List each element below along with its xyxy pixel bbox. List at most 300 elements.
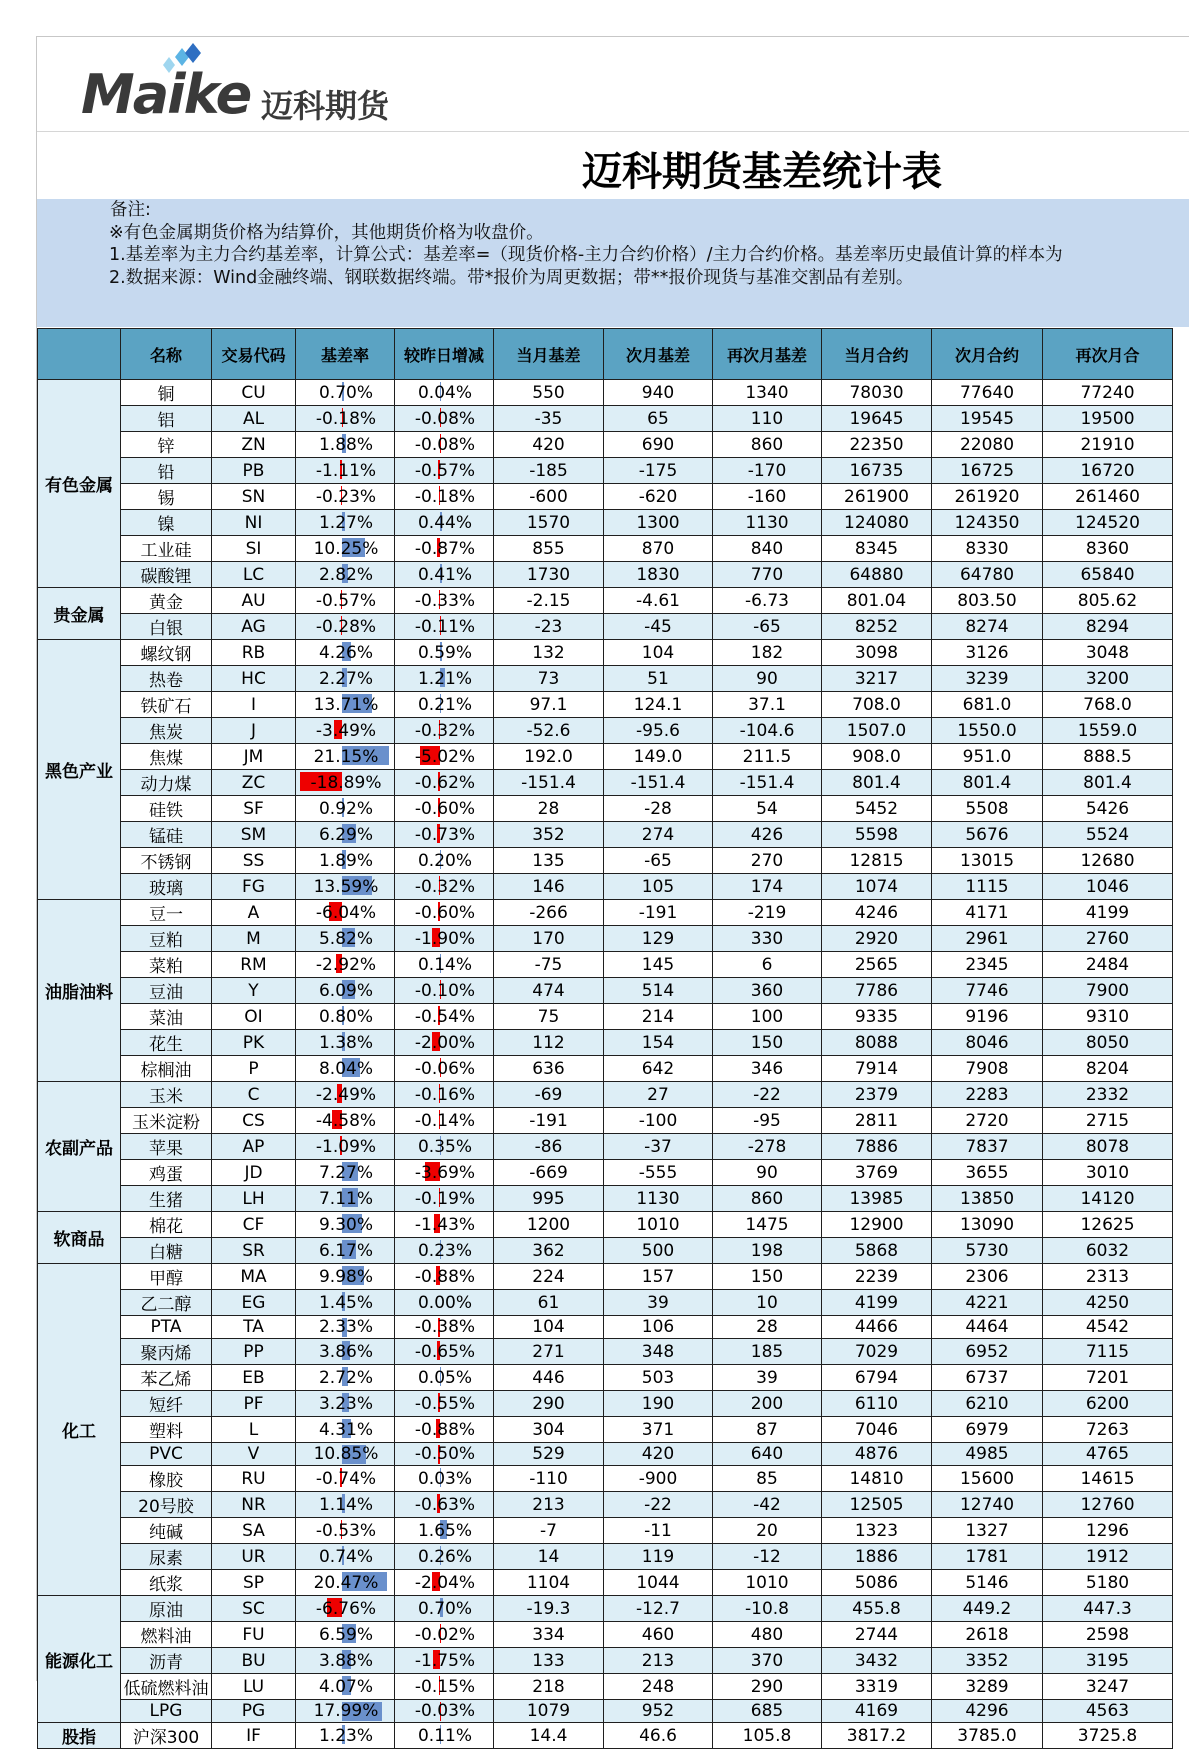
code-cell: M xyxy=(212,926,296,952)
basis-m3-cell: 87 xyxy=(713,1417,822,1443)
basis-rate-cell xyxy=(296,1570,395,1596)
basis-m1-cell: 636 xyxy=(494,1056,604,1082)
basis-m1-cell: -52.6 xyxy=(494,718,604,744)
contract-m2-cell: 8274 xyxy=(932,614,1043,640)
bar-value: -0.03% xyxy=(413,1701,475,1721)
name-cell: 豆油 xyxy=(121,978,212,1004)
contract-m3-cell: 12625 xyxy=(1043,1212,1173,1238)
name-cell: 沪深300 xyxy=(121,1723,212,1749)
basis-rate-cell xyxy=(296,1466,395,1492)
contract-m1-cell: 9335 xyxy=(822,1004,932,1030)
basis-m1-cell: -75 xyxy=(494,952,604,978)
category-cell: 油脂油料 xyxy=(38,900,121,1082)
bar-value: -0.18% xyxy=(314,409,376,429)
name-cell: 菜粕 xyxy=(121,952,212,978)
basis-m2-cell: -175 xyxy=(604,458,713,484)
basis-m1-cell: 474 xyxy=(494,978,604,1004)
code-cell: Y xyxy=(212,978,296,1004)
basis-m1-cell: -2.15 xyxy=(494,588,604,614)
bar-value: 1.38% xyxy=(317,1033,373,1053)
basis-m2-cell: 39 xyxy=(604,1290,713,1316)
contract-m3-cell: 14615 xyxy=(1043,1466,1173,1492)
code-cell: FU xyxy=(212,1622,296,1648)
code-cell: SF xyxy=(212,796,296,822)
code-cell: UR xyxy=(212,1544,296,1570)
contract-m3-cell: 19500 xyxy=(1043,406,1173,432)
header-basis-rate: 基差率 xyxy=(296,329,395,380)
basis-rate-cell xyxy=(296,640,395,666)
bar-value: -3.69% xyxy=(413,1163,475,1183)
basis-rate-cell xyxy=(296,770,395,796)
contract-m2-cell: 7908 xyxy=(932,1056,1043,1082)
bar-value: -0.10% xyxy=(413,981,475,1001)
basis-m1-cell: 550 xyxy=(494,380,604,406)
basis-m2-cell: 119 xyxy=(604,1544,713,1570)
contract-m1-cell: 1886 xyxy=(822,1544,932,1570)
bar-value: -2.00% xyxy=(413,1033,475,1053)
code-cell: PK xyxy=(212,1030,296,1056)
basis-m2-cell: 274 xyxy=(604,822,713,848)
logo-wordmark: Maike xyxy=(81,63,250,126)
bar-value: 1.45% xyxy=(317,1293,373,1313)
basis-m3-cell: 10 xyxy=(713,1290,822,1316)
contract-m2-cell: 803.50 xyxy=(932,588,1043,614)
name-cell: 原油 xyxy=(121,1596,212,1622)
code-cell: MA xyxy=(212,1264,296,1290)
basis-m3-cell: 198 xyxy=(713,1238,822,1264)
contract-m2-cell: 261920 xyxy=(932,484,1043,510)
change-cell xyxy=(395,1108,494,1134)
change-cell xyxy=(395,770,494,796)
bar-value: -2.49% xyxy=(314,1085,376,1105)
basis-m1-cell: 334 xyxy=(494,1622,604,1648)
contract-m2-cell: 951.0 xyxy=(932,744,1043,770)
bar-value: -0.32% xyxy=(413,721,475,741)
basis-rate-cell xyxy=(296,1518,395,1544)
table-row xyxy=(38,822,1173,848)
contract-m3-cell: 4765 xyxy=(1043,1443,1173,1466)
basis-rate-cell xyxy=(296,1622,395,1648)
basis-m2-cell: 1044 xyxy=(604,1570,713,1596)
contract-m3-cell: 7263 xyxy=(1043,1417,1173,1443)
code-cell: AU xyxy=(212,588,296,614)
contract-m2-cell: 2306 xyxy=(932,1264,1043,1290)
contract-m2-cell: 8046 xyxy=(932,1030,1043,1056)
contract-m3-cell: 6200 xyxy=(1043,1391,1173,1417)
basis-m2-cell: 1130 xyxy=(604,1186,713,1212)
basis-m1-cell: -7 xyxy=(494,1518,604,1544)
contract-m3-cell: 5180 xyxy=(1043,1570,1173,1596)
table-row xyxy=(38,1082,1173,1108)
name-cell: 苯乙烯 xyxy=(121,1365,212,1391)
contract-m2-cell: 7746 xyxy=(932,978,1043,1004)
contract-m1-cell: 455.8 xyxy=(822,1596,932,1622)
basis-rate-cell xyxy=(296,1365,395,1391)
change-cell xyxy=(395,588,494,614)
basis-m2-cell: -151.4 xyxy=(604,770,713,796)
basis-rate-cell xyxy=(296,1674,395,1700)
table-row xyxy=(38,1674,1173,1700)
category-cell: 贵金属 xyxy=(38,588,121,640)
bar-value: -1.09% xyxy=(314,1137,376,1157)
contract-m1-cell: 13985 xyxy=(822,1186,932,1212)
bar-value: -1.11% xyxy=(314,461,376,481)
code-cell: FG xyxy=(212,874,296,900)
contract-m2-cell: 2618 xyxy=(932,1622,1043,1648)
contract-m1-cell: 22350 xyxy=(822,432,932,458)
contract-m2-cell: 13015 xyxy=(932,848,1043,874)
bar-value: 0.23% xyxy=(416,1241,472,1261)
code-cell: CS xyxy=(212,1108,296,1134)
contract-m1-cell: 124080 xyxy=(822,510,932,536)
name-cell: PTA xyxy=(121,1316,212,1339)
basis-m1-cell: -600 xyxy=(494,484,604,510)
bar-value: 0.03% xyxy=(416,1469,472,1489)
basis-m2-cell: 248 xyxy=(604,1674,713,1700)
table-row xyxy=(38,1004,1173,1030)
contract-m1-cell: 7029 xyxy=(822,1339,932,1365)
code-cell: RU xyxy=(212,1466,296,1492)
basis-m3-cell: -104.6 xyxy=(713,718,822,744)
code-cell: PF xyxy=(212,1391,296,1417)
basis-m2-cell: 124.1 xyxy=(604,692,713,718)
basis-m2-cell: 1010 xyxy=(604,1212,713,1238)
basis-rate-cell xyxy=(296,432,395,458)
basis-m2-cell: -900 xyxy=(604,1466,713,1492)
name-cell: 铝 xyxy=(121,406,212,432)
basis-rate-cell xyxy=(296,1030,395,1056)
table-row xyxy=(38,458,1173,484)
name-cell: 纸浆 xyxy=(121,1570,212,1596)
basis-rate-cell xyxy=(296,744,395,770)
basis-rate-cell xyxy=(296,1186,395,1212)
contract-m2-cell: 1781 xyxy=(932,1544,1043,1570)
contract-m1-cell: 8088 xyxy=(822,1030,932,1056)
header-change: 较昨日增减 xyxy=(395,329,494,380)
contract-m3-cell: 8294 xyxy=(1043,614,1173,640)
bar-value: -6.76% xyxy=(314,1599,376,1619)
contract-m3-cell: 3725.8 xyxy=(1043,1723,1173,1749)
change-cell xyxy=(395,1544,494,1570)
bar-value: -0.53% xyxy=(314,1521,376,1541)
code-cell: SP xyxy=(212,1570,296,1596)
basis-rate-cell xyxy=(296,562,395,588)
header-contract-m2: 次月合约 xyxy=(932,329,1043,380)
contract-m2-cell: 5730 xyxy=(932,1238,1043,1264)
basis-m2-cell: 460 xyxy=(604,1622,713,1648)
contract-m2-cell: 7837 xyxy=(932,1134,1043,1160)
basis-m3-cell: 770 xyxy=(713,562,822,588)
change-cell xyxy=(395,1030,494,1056)
basis-m1-cell: 420 xyxy=(494,432,604,458)
contract-m1-cell: 2920 xyxy=(822,926,932,952)
contract-m1-cell: 801.04 xyxy=(822,588,932,614)
change-cell xyxy=(395,1723,494,1749)
bar-value: 2.27% xyxy=(317,669,373,689)
contract-m1-cell: 5868 xyxy=(822,1238,932,1264)
basis-m2-cell: 503 xyxy=(604,1365,713,1391)
bar-value: 10.25% xyxy=(312,539,379,559)
basis-rate-cell xyxy=(296,978,395,1004)
bar-value: -0.11% xyxy=(413,617,475,637)
basis-m3-cell: 290 xyxy=(713,1674,822,1700)
basis-m1-cell: 1079 xyxy=(494,1700,604,1723)
contract-m3-cell: 447.3 xyxy=(1043,1596,1173,1622)
basis-m3-cell: -6.73 xyxy=(713,588,822,614)
code-cell: AL xyxy=(212,406,296,432)
change-cell xyxy=(395,1134,494,1160)
basis-m1-cell: 529 xyxy=(494,1443,604,1466)
contract-m2-cell: 1327 xyxy=(932,1518,1043,1544)
contract-m3-cell: 7900 xyxy=(1043,978,1173,1004)
bar-value: -1.43% xyxy=(413,1215,475,1235)
name-cell: 豆粕 xyxy=(121,926,212,952)
contract-m3-cell: 65840 xyxy=(1043,562,1173,588)
bar-value: 5.82% xyxy=(317,929,373,949)
basis-m1-cell: -23 xyxy=(494,614,604,640)
bar-value: -0.60% xyxy=(413,799,475,819)
basis-m3-cell: 39 xyxy=(713,1365,822,1391)
basis-m2-cell: 952 xyxy=(604,1700,713,1723)
category-cell: 软商品 xyxy=(38,1212,121,1264)
bar-value: 0.05% xyxy=(416,1368,472,1388)
code-cell: SI xyxy=(212,536,296,562)
basis-m3-cell: 860 xyxy=(713,1186,822,1212)
contract-m1-cell: 1507.0 xyxy=(822,718,932,744)
contract-m3-cell: 2760 xyxy=(1043,926,1173,952)
basis-rate-cell xyxy=(296,484,395,510)
contract-m1-cell: 4876 xyxy=(822,1443,932,1466)
basis-rate-cell xyxy=(296,796,395,822)
name-cell: 碳酸锂 xyxy=(121,562,212,588)
table-row xyxy=(38,640,1173,666)
basis-m2-cell: 514 xyxy=(604,978,713,1004)
contract-m3-cell: 888.5 xyxy=(1043,744,1173,770)
basis-m3-cell: 1475 xyxy=(713,1212,822,1238)
basis-m3-cell: 182 xyxy=(713,640,822,666)
basis-rate-cell xyxy=(296,1212,395,1238)
basis-m1-cell: -266 xyxy=(494,900,604,926)
basis-m1-cell: 73 xyxy=(494,666,604,692)
bar-value: -0.63% xyxy=(413,1495,475,1515)
contract-m2-cell: 6952 xyxy=(932,1339,1043,1365)
bar-value: 0.14% xyxy=(416,955,472,975)
basis-rate-cell xyxy=(296,458,395,484)
name-cell: 不锈钢 xyxy=(121,848,212,874)
basis-m2-cell: 420 xyxy=(604,1443,713,1466)
bar-value: -0.57% xyxy=(314,591,376,611)
bar-value: -0.57% xyxy=(413,461,475,481)
basis-rate-cell xyxy=(296,1648,395,1674)
code-cell: SC xyxy=(212,1596,296,1622)
table-row xyxy=(38,926,1173,952)
basis-rate-cell xyxy=(296,1723,395,1749)
bar-value: 0.44% xyxy=(416,513,472,533)
basis-m2-cell: 940 xyxy=(604,380,713,406)
table-row xyxy=(38,796,1173,822)
contract-m2-cell: 6210 xyxy=(932,1391,1043,1417)
basis-m3-cell: 20 xyxy=(713,1518,822,1544)
contract-m2-cell: 3352 xyxy=(932,1648,1043,1674)
change-cell xyxy=(395,1212,494,1238)
code-cell: P xyxy=(212,1056,296,1082)
basis-m2-cell: 27 xyxy=(604,1082,713,1108)
basis-rate-cell xyxy=(296,1544,395,1570)
bar-value: 0.70% xyxy=(317,383,373,403)
basis-m1-cell: 1570 xyxy=(494,510,604,536)
category-cell: 化工 xyxy=(38,1264,121,1596)
basis-m1-cell: 304 xyxy=(494,1417,604,1443)
contract-m1-cell: 3432 xyxy=(822,1648,932,1674)
contract-m1-cell: 12900 xyxy=(822,1212,932,1238)
contract-m2-cell: 3785.0 xyxy=(932,1723,1043,1749)
basis-m2-cell: 145 xyxy=(604,952,713,978)
contract-m3-cell: 5426 xyxy=(1043,796,1173,822)
basis-m2-cell: 1300 xyxy=(604,510,713,536)
table-row xyxy=(38,1443,1173,1466)
contract-m1-cell: 8345 xyxy=(822,536,932,562)
header-name: 名称 xyxy=(121,329,212,380)
name-cell: 苹果 xyxy=(121,1134,212,1160)
contract-m3-cell: 3247 xyxy=(1043,1674,1173,1700)
table-header-row xyxy=(38,329,1173,380)
change-cell xyxy=(395,822,494,848)
contract-m2-cell: 16725 xyxy=(932,458,1043,484)
basis-m2-cell: -45 xyxy=(604,614,713,640)
change-cell xyxy=(395,1391,494,1417)
bar-value: -0.87% xyxy=(413,539,475,559)
name-cell: 棕榈油 xyxy=(121,1056,212,1082)
code-cell: PB xyxy=(212,458,296,484)
contract-m1-cell: 708.0 xyxy=(822,692,932,718)
basis-m1-cell: -86 xyxy=(494,1134,604,1160)
basis-m1-cell: 352 xyxy=(494,822,604,848)
code-cell: PP xyxy=(212,1339,296,1365)
bar-value: -0.54% xyxy=(413,1007,475,1027)
contract-m2-cell: 6979 xyxy=(932,1417,1043,1443)
basis-m3-cell: 370 xyxy=(713,1648,822,1674)
category-cell: 股指 xyxy=(38,1723,121,1749)
name-cell: 铜 xyxy=(121,380,212,406)
contract-m1-cell: 6110 xyxy=(822,1391,932,1417)
change-cell xyxy=(395,1648,494,1674)
basis-m2-cell: 104 xyxy=(604,640,713,666)
code-cell: EG xyxy=(212,1290,296,1316)
bar-value: -0.88% xyxy=(413,1267,475,1287)
basis-m1-cell: 224 xyxy=(494,1264,604,1290)
name-cell: 燃料油 xyxy=(121,1622,212,1648)
logo-company-name: 迈科期货 xyxy=(261,81,389,127)
basis-rate-cell xyxy=(296,1316,395,1339)
basis-rate-cell xyxy=(296,1108,395,1134)
basis-rate-cell xyxy=(296,1391,395,1417)
contract-m2-cell: 4296 xyxy=(932,1700,1043,1723)
bar-value: 13.71% xyxy=(312,695,379,715)
contract-m1-cell: 5086 xyxy=(822,1570,932,1596)
header-contract-m1: 当月合约 xyxy=(822,329,932,380)
code-cell: A xyxy=(212,900,296,926)
bar-value: 21.15% xyxy=(312,747,379,767)
contract-m2-cell: 4221 xyxy=(932,1290,1043,1316)
contract-m1-cell: 16735 xyxy=(822,458,932,484)
bar-value: -0.08% xyxy=(413,409,475,429)
table-row xyxy=(38,1365,1173,1391)
bar-value: -0.23% xyxy=(314,487,376,507)
basis-m2-cell: -22 xyxy=(604,1492,713,1518)
basis-m3-cell: 200 xyxy=(713,1391,822,1417)
contract-m1-cell: 1323 xyxy=(822,1518,932,1544)
bar-value: -0.16% xyxy=(413,1085,475,1105)
bar-value: 2.72% xyxy=(317,1368,373,1388)
code-cell: AG xyxy=(212,614,296,640)
basis-m1-cell: 97.1 xyxy=(494,692,604,718)
contract-m2-cell: 3239 xyxy=(932,666,1043,692)
basis-m3-cell: 211.5 xyxy=(713,744,822,770)
contract-m3-cell: 6032 xyxy=(1043,1238,1173,1264)
contract-m1-cell: 4466 xyxy=(822,1316,932,1339)
basis-m3-cell: 1130 xyxy=(713,510,822,536)
contract-m3-cell: 2332 xyxy=(1043,1082,1173,1108)
bar-value: -5.02% xyxy=(413,747,475,767)
contract-m3-cell: 21910 xyxy=(1043,432,1173,458)
basis-m2-cell: 214 xyxy=(604,1004,713,1030)
bar-value: 1.88% xyxy=(317,435,373,455)
basis-m2-cell: 500 xyxy=(604,1238,713,1264)
change-cell xyxy=(395,640,494,666)
bar-value: 4.26% xyxy=(317,643,373,663)
basis-m1-cell: 61 xyxy=(494,1290,604,1316)
basis-m1-cell: 1104 xyxy=(494,1570,604,1596)
bar-value: 9.30% xyxy=(317,1215,373,1235)
basis-m3-cell: 480 xyxy=(713,1622,822,1648)
contract-m2-cell: 2345 xyxy=(932,952,1043,978)
contract-m1-cell: 6794 xyxy=(822,1365,932,1391)
basis-m3-cell: 37.1 xyxy=(713,692,822,718)
contract-m1-cell: 2744 xyxy=(822,1622,932,1648)
table-row xyxy=(38,1030,1173,1056)
bar-value: -1.90% xyxy=(413,929,475,949)
basis-m1-cell: 132 xyxy=(494,640,604,666)
basis-m3-cell: 840 xyxy=(713,536,822,562)
contract-m1-cell: 3769 xyxy=(822,1160,932,1186)
table-row xyxy=(38,1518,1173,1544)
change-cell xyxy=(395,1518,494,1544)
contract-m1-cell: 7886 xyxy=(822,1134,932,1160)
name-cell: 白银 xyxy=(121,614,212,640)
change-cell xyxy=(395,1700,494,1723)
contract-m1-cell: 801.4 xyxy=(822,770,932,796)
code-cell: LH xyxy=(212,1186,296,1212)
table-row xyxy=(38,1417,1173,1443)
change-cell xyxy=(395,406,494,432)
basis-m3-cell: -10.8 xyxy=(713,1596,822,1622)
code-cell: BU xyxy=(212,1648,296,1674)
contract-m3-cell: 801.4 xyxy=(1043,770,1173,796)
contract-m3-cell: 124520 xyxy=(1043,510,1173,536)
table-row xyxy=(38,1108,1173,1134)
bar-value: -0.73% xyxy=(413,825,475,845)
contract-m1-cell: 4199 xyxy=(822,1290,932,1316)
contract-m2-cell: 12740 xyxy=(932,1492,1043,1518)
basis-m2-cell: -65 xyxy=(604,848,713,874)
contract-m3-cell: 16720 xyxy=(1043,458,1173,484)
contract-m2-cell: 77640 xyxy=(932,380,1043,406)
basis-m1-cell: -151.4 xyxy=(494,770,604,796)
name-cell: 热卷 xyxy=(121,666,212,692)
contract-m2-cell: 2283 xyxy=(932,1082,1043,1108)
contract-m3-cell: 9310 xyxy=(1043,1004,1173,1030)
contract-m1-cell: 5598 xyxy=(822,822,932,848)
